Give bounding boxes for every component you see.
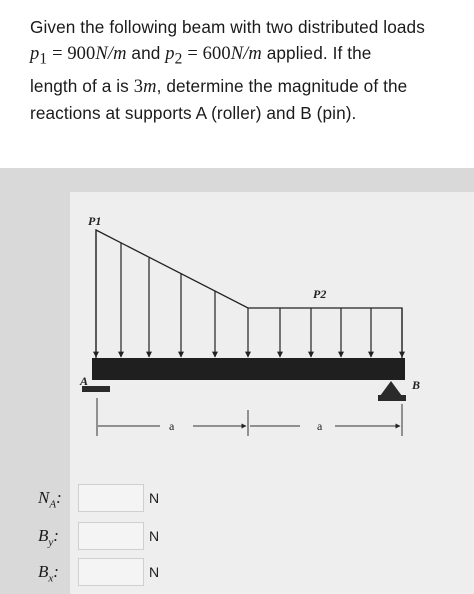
problem-line-4: reactions at supports A (roller) and B (pin). <box>30 102 357 123</box>
a-value: 3m <box>133 76 157 97</box>
problem-line-3: length of a is 3m, determine the magnitude of the <box>30 75 408 97</box>
p1-label: P1 <box>88 214 102 228</box>
applied-text: applied. If the <box>266 43 372 63</box>
pin-support-b <box>378 381 406 401</box>
answer-label-bx: $B_x$: <box>38 562 59 585</box>
and-text: and <box>131 43 161 63</box>
answer-row-na <box>0 482 474 516</box>
support-a-label: A <box>80 374 89 388</box>
answer-label-by: $B_y$: <box>38 526 59 549</box>
dimension-a-right: a <box>317 419 323 433</box>
load-outline <box>96 230 402 358</box>
answer-unit-bx: N <box>149 564 160 580</box>
answer-row-by <box>0 520 474 554</box>
p2-symbol: $p_2$ <box>165 44 183 68</box>
answer-input-bx[interactable] <box>78 558 144 586</box>
problem-line-1: Given the following beam with two distributed loads <box>30 17 425 37</box>
answer-input-na[interactable] <box>78 484 144 512</box>
support-b-label: B <box>412 378 421 392</box>
answer-unit-na: N <box>149 490 160 506</box>
answer-unit-by: N <box>149 528 160 544</box>
answer-input-by[interactable] <box>78 522 144 550</box>
problem-line-2: $p_1 = 900N/m$ and $p_2 = 600N/m$ applied. If the <box>30 43 372 68</box>
dimension-a-left: a <box>169 419 175 433</box>
answer-row-bx <box>0 556 474 590</box>
dimension-line <box>97 398 402 436</box>
p1-value: 900N/m <box>67 44 127 64</box>
load-arrows <box>96 231 402 357</box>
p2-value: 600N/m <box>202 44 262 64</box>
p2-label: P2 <box>313 287 327 301</box>
beam <box>92 358 405 380</box>
answer-label-na: $N_A$: <box>38 488 62 511</box>
p1-symbol: $p_1$ <box>30 44 48 68</box>
